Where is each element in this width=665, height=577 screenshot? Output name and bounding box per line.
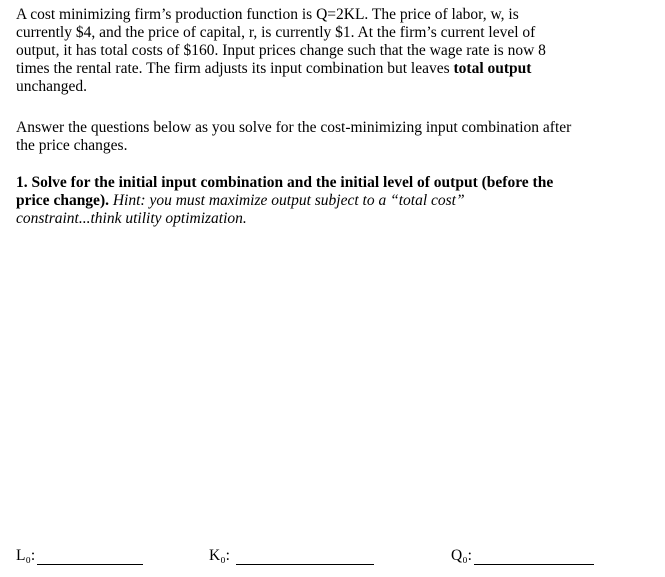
l0-label: L₀: <box>16 547 36 564</box>
instructions-line: the price changes. <box>16 137 128 154</box>
problem-statement <box>16 6 616 96</box>
problem-line: output, it has total costs of $160. Input prices change such that the wage rate is now 8 <box>16 42 546 59</box>
question-1-text: 1. Solve for the initial input combination and the initial level of output (before the <box>16 174 554 191</box>
problem-line: currently $4, and the price of capital, r, is currently $1. At the firm’s current level of <box>16 24 536 41</box>
question-1 <box>16 174 616 228</box>
total-output-emphasis: total output <box>453 60 532 77</box>
l0-answer-blank[interactable] <box>37 550 143 565</box>
question-1-hint: Hint: you must maximize output subject to a “total cost” <box>108 192 465 209</box>
instructions <box>16 119 616 155</box>
answer-q0 <box>451 547 594 565</box>
k0-label: K₀: <box>209 547 230 564</box>
answer-row <box>0 547 665 567</box>
answer-l0 <box>16 547 143 565</box>
problem-line: unchanged. <box>16 78 88 95</box>
problem-line: times the rental rate. The firm adjusts its input combination but leaves <box>16 60 454 77</box>
instructions-line: Answer the questions below as you solve for the cost-minimizing input combination after <box>16 119 572 136</box>
answer-k0 <box>209 547 374 565</box>
question-1-text: price change). <box>16 192 109 209</box>
question-1-hint: constraint...think utility optimization. <box>16 210 247 227</box>
q0-label: Q₀: <box>451 547 472 564</box>
problem-line: A cost minimizing firm’s production function is Q=2KL. The price of labor, w, is <box>16 6 519 23</box>
k0-answer-blank[interactable] <box>236 550 374 565</box>
q0-answer-blank[interactable] <box>474 550 594 565</box>
